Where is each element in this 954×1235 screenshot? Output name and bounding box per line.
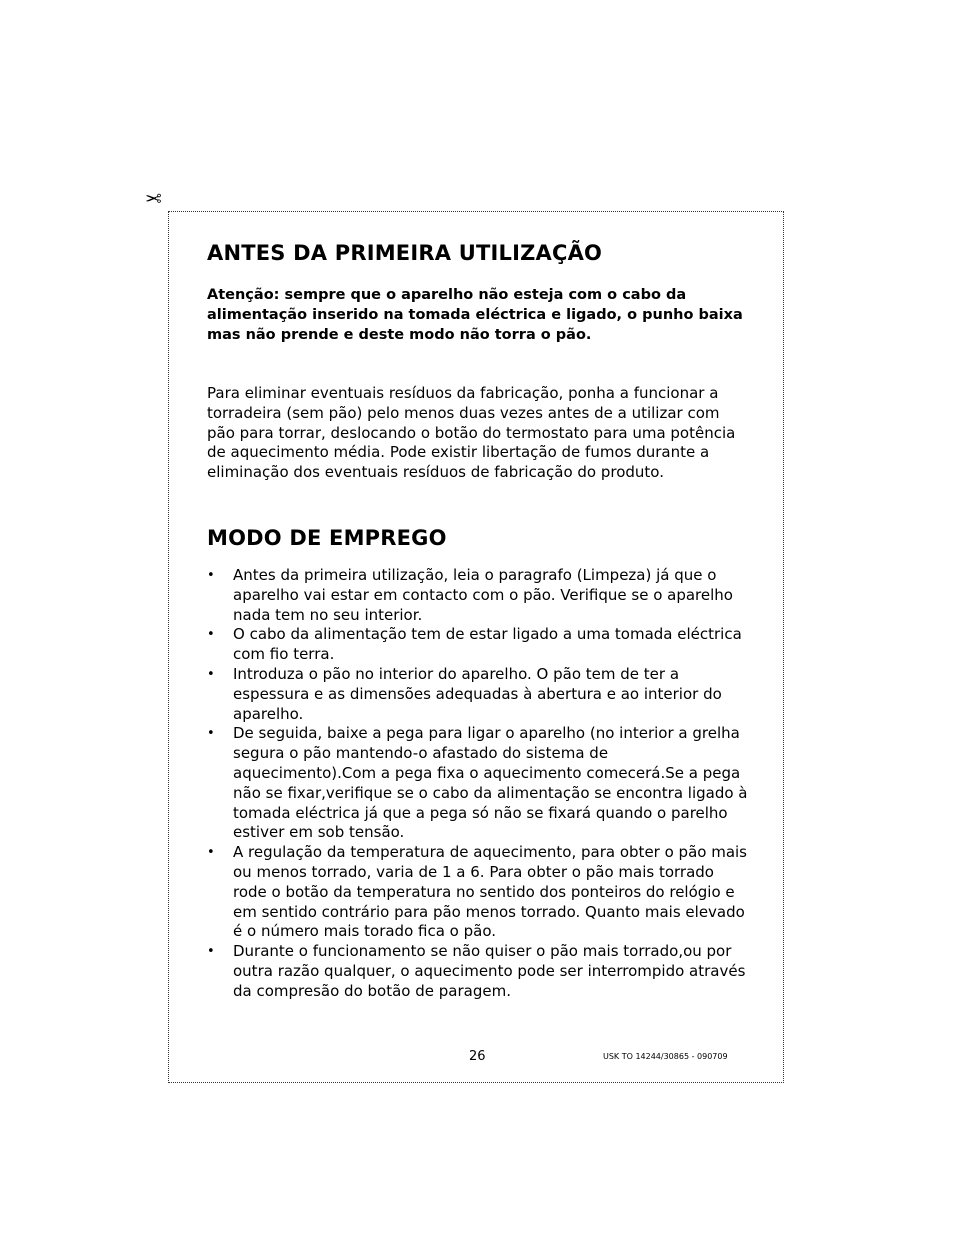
usage-instructions-list [207, 566, 752, 1002]
bullet-icon: • [207, 845, 215, 861]
document-code: USK TO 14244/30865 - 090709 [603, 1052, 728, 1061]
list-item-text: A regulação da temperatura de aquecimento, para obter o pão mais ou menos torrado, varia de 1 a 6. Para obter o pão mais torrado rode o botão da temperatura no sentido dos ponteiros do relógio e em sentido contrário para pão menos torrado. Quanto mais elevado é o número mais torado fica o pão. [233, 843, 747, 941]
list-item-text: Durante o funcionamento se não quiser o pão mais torrado,ou por outra razão qualquer, o aquecimento pode ser interrompido através da compresão do botão de paragem. [233, 942, 746, 1000]
bullet-icon: • [207, 944, 215, 960]
bullet-icon: • [207, 568, 215, 583]
list-item-text: Antes da primeira utilização, leia o paragrafo (Limpeza) já que o aparelho vai estar em contacto com o pão. Verifique se o aparelho nada tem no seu interior. [233, 566, 733, 624]
list-item [207, 724, 752, 843]
list-item [207, 665, 752, 724]
list-item-text: O cabo da alimentação tem de estar ligado a uma tomada eléctrica com fio terra. [233, 625, 742, 664]
bullet-icon: • [207, 666, 215, 682]
section-title-usage: MODO DE EMPREGO [207, 526, 447, 550]
list-item [207, 942, 752, 1001]
section-title-first-use: ANTES DA PRIMEIRA UTILIZAÇÃO [207, 241, 603, 265]
list-item [207, 625, 752, 665]
list-item-text: De seguida, baixe a pega para ligar o aparelho (no interior a grelha segura o pão mantendo-o afastado do sistema de aquecimento).Com a pega fixa o aquecimento comecerá.Se a pega não se fixar,verifique se o cabo da alimentação se encontra ligado à tomada eléctrica já que a pega só não se fixará quando o parelho estiver em sob tensão. [233, 724, 748, 842]
warning-text: Atenção: sempre que o aparelho não esteja com o cabo da alimentação inserido na tomada eléctrica e ligado, o punho baixa mas não prende e deste modo não torra o pão. [207, 287, 743, 343]
bullet-icon: • [207, 726, 215, 742]
intro-paragraph: Para eliminar eventuais resíduos da fabricação, ponha a funcionar a torradeira (sem pão) pelo menos duas vezes antes de a utilizar com pão para torrar, deslocando o botão do termostato para uma potência de aquecimento média. Pode existir libertação de fumos durante a eliminação dos eventuais resíduos de fabricação do produto. [207, 384, 736, 482]
page-number: 26 [469, 1049, 486, 1064]
list-item-text: Introduza o pão no interior do aparelho. O pão tem de ter a espessura e as dimensões adequadas à abertura e ao interior do aparelho. [233, 664, 722, 723]
scissors-icon: ✂ [145, 186, 162, 210]
list-item [207, 843, 752, 942]
bullet-icon: • [207, 627, 215, 643]
list-item [207, 566, 752, 625]
